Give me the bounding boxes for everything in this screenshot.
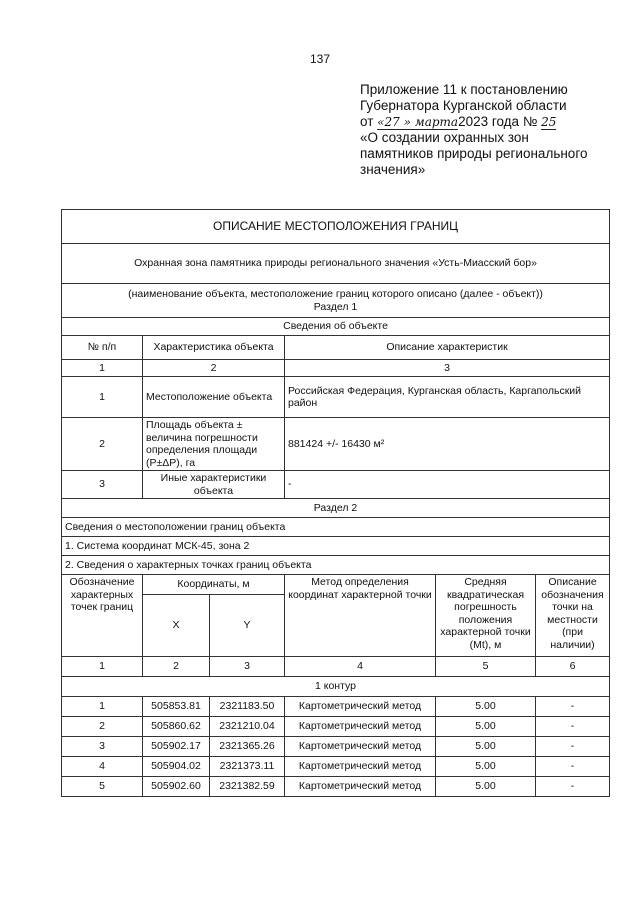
row-index: 2 [62,418,143,471]
coordinate-system: 1. Система координат МСК-45, зона 2 [62,537,610,556]
appendix-line-3 [360,114,630,130]
header-point-description: Описание обозначения точки на местности (при наличии) [536,575,610,657]
point-number: 4 [62,757,143,777]
characteristic-name: Иные характеристики объекта [143,471,285,499]
col-number: 4 [285,657,436,677]
point-x: 505902.60 [143,777,210,797]
header-description: Описание характеристик [285,336,610,360]
col-number: 5 [436,657,536,677]
point-x: 505904.02 [143,757,210,777]
header-accuracy: Средняя квадратическая погрешность положения характерной точки (Mt), м [436,575,536,657]
header-characteristic: Характеристика объекта [143,336,285,360]
point-method: Картометрический метод [285,777,436,797]
point-accuracy: 5.00 [436,757,536,777]
appendix-date-prefix: от [360,114,378,129]
object-caption-cell [62,284,610,318]
point-description: - [536,737,610,757]
header-x: X [143,595,210,657]
col-number: 3 [210,657,285,677]
table-row [62,418,610,471]
table-row [62,777,610,797]
point-x: 505860.62 [143,717,210,737]
section1-subtitle: Сведения об объекте [62,318,610,336]
characteristic-name: Местоположение объекта [143,377,285,418]
appendix-line-1: Приложение 11 к постановлению [360,82,568,97]
point-y: 2321210.04 [210,717,285,737]
point-description: - [536,697,610,717]
characteristic-name: Площадь объекта ± величина погрешности определения площади (Р±ΔР), га [143,418,285,471]
appendix-line-4: «О создании охранных зон [360,130,529,145]
object-caption: (наименование объекта, местоположение границ которого описано (далее - объект)) [128,288,543,300]
point-accuracy: 5.00 [436,777,536,797]
appendix-line-2: Губернатора Курганской области [360,98,567,113]
contour-label: 1 контур [62,677,610,697]
point-method: Картометрический метод [285,697,436,717]
point-number: 1 [62,697,143,717]
point-y: 2321373.11 [210,757,285,777]
header-index: № п/п [62,336,143,360]
table-row [62,697,610,717]
point-method: Картометрический метод [285,757,436,777]
object-name: Охранная зона памятника природы регионального значения «Усть-Миасский бор» [62,244,610,284]
table-row [62,737,610,757]
point-description: - [536,757,610,777]
row-index: 3 [62,471,143,499]
col-number: 1 [62,657,143,677]
section2-title: Раздел 2 [62,499,610,518]
characteristic-value: 881424 +/- 16430 м² [285,418,610,471]
col-number: 3 [285,360,610,377]
appendix-header [360,82,630,178]
handwritten-date: «27 » марта [377,115,459,129]
appendix-line-5: памятников природы регионального [360,146,588,161]
table-row [62,757,610,777]
appendix-year: 2023 года № [458,114,542,129]
point-description: - [536,717,610,737]
col-number: 2 [143,657,210,677]
col-number: 1 [62,360,143,377]
section1-title: Раздел 1 [313,300,358,313]
col-number: 2 [143,360,285,377]
header-method: Метод определения координат характерной точки [285,575,436,657]
point-method: Картометрический метод [285,717,436,737]
point-x: 505853.81 [143,697,210,717]
point-accuracy: 5.00 [436,737,536,757]
header-y: Y [210,595,285,657]
table-row [62,377,610,418]
point-number: 5 [62,777,143,797]
boundary-description-table [61,209,610,797]
points-title: 2. Сведения о характерных точках границ объекта [62,556,610,575]
point-number: 3 [62,737,143,757]
section2-subtitle: Сведения о местоположении границ объекта [62,518,610,537]
document-title: ОПИСАНИЕ МЕСТОПОЛОЖЕНИЯ ГРАНИЦ [62,210,610,244]
point-accuracy: 5.00 [436,717,536,737]
point-accuracy: 5.00 [436,697,536,717]
point-y: 2321365.26 [210,737,285,757]
characteristic-value: Российская Федерация, Курганская область, Каргапольский район [285,377,610,418]
point-description: - [536,777,610,797]
table-row [62,717,610,737]
row-index: 1 [62,377,143,418]
header-point: Обозначение характерных точек границ [62,575,143,657]
handwritten-doc-number: 25 [541,115,557,129]
point-y: 2321183.50 [210,697,285,717]
point-method: Картометрический метод [285,737,436,757]
point-y: 2321382.59 [210,777,285,797]
table-row [62,471,610,499]
point-x: 505902.17 [143,737,210,757]
header-coordinates: Координаты, м [143,575,285,595]
col-number: 6 [536,657,610,677]
page-number: 137 [309,52,331,66]
characteristic-value: - [285,471,610,499]
point-number: 2 [62,717,143,737]
appendix-line-6: значения» [360,162,426,177]
